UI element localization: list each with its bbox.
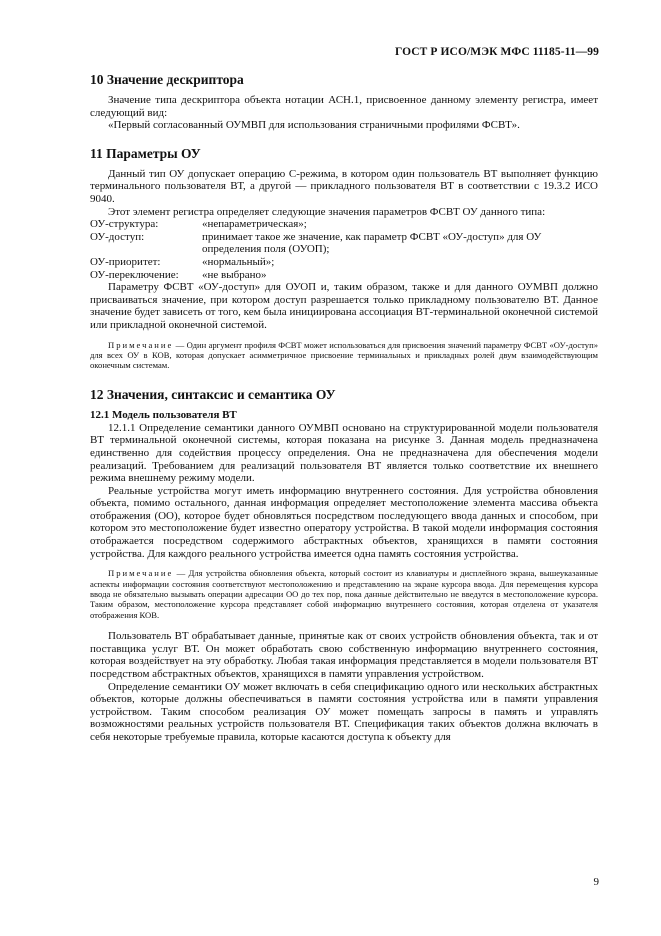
page-number: 9 [593, 876, 599, 888]
note-text: — Один аргумент профиля ФСВТ может использоваться для присвоения значений параметру ФСВТ «ОУ-доступ» для всех ОУ в КОВ, которая допускает асимметричное присвоение терминальных и прикладных ролей двум взаимодействующим оконечным системам. [90, 339, 598, 371]
parameter-row [90, 269, 598, 282]
parameter-value: «не выбрано» [202, 268, 267, 281]
note-label: Примечание [108, 568, 174, 579]
page-content [90, 68, 598, 744]
parameter-label: ОУ-приоритет: [90, 255, 161, 268]
parameter-row [90, 231, 598, 256]
parameter-list [90, 218, 598, 281]
note-text: — Для устройства обновления объекта, который состоит из клавиатуры и дисплейного экрана, вышеуказанные аспекты информации состояния соответствуют местоположению и представлению на экране курсора ввода. Для перемещения курсора ввода не обязательно вызывать операции адресации ОО до тех пор, пока данные действительно не введутся в местоположение курсора. Таким образом, местоположение курсора представляет собой информацию внутреннего состояния, которая отделена от указателя отображения КОВ. [90, 568, 598, 620]
section-11-paragraph-3: Параметру ФСВТ «ОУ-доступ» для ОУОП и, таким образом, также и для данного ОУМВП должно присваиваться значение, при котором доступ разрешается только прикладному пользователю ВТ. Данное значение будет зависеть от того, кем была инициирована ассоциация ВТ-терминальной оконечной системой или прикладной оконечной системой. [90, 281, 598, 331]
parameter-value: «нормальный»; [202, 255, 275, 268]
section-12-title: 12 Значения, синтаксис и семантика ОУ [90, 386, 336, 402]
section-12-paragraph-1: 12.1.1 Определение семантики данного ОУМВП основано на структурированной модели пользователя ВТ терминальной оконечной системы, которая показана на рисунке 3. Данная модель предназначена единственно для содействия процессу определения. Она не предназначена для обеспечения модели реализаций. Требованием для реализаций пользователя ВТ является только соответствие их внешнего режима внешнему режиму модели. [90, 421, 598, 485]
section-10-paragraph-1: Значение типа дескриптора объекта нотации АСН.1, присвоенное данному элементу регистра, имеет следующий вид: [90, 94, 598, 119]
section-11-title: 11 Параметры ОУ [90, 145, 201, 161]
parameter-label: ОУ-доступ: [90, 230, 145, 243]
parameter-label: ОУ-структура: [90, 218, 159, 231]
section-10-paragraph-2: «Первый согласованный ОУМВП для использования страничными профилями ФСВТ». [108, 119, 520, 132]
section-12-paragraph-4: Определение семантики ОУ может включать в себя спецификацию одного или нескольких абстрактных объектов, которые должны обеспечиваться в памяти состояния устройства или в памяти управления устройством. Таким способом реализация ОУ может помещать запросы в память и управлять возможностями реальных устройств пользователя ВТ. Спецификация таких объектов должна включать в себя некоторые требуемые правила, которые касаются доступа к объекту для [90, 680, 598, 744]
section-10-title: 10 Значение дескриптора [90, 72, 244, 87]
parameter-row [90, 218, 598, 231]
note-label: Примечание [108, 339, 174, 350]
section-11-paragraph-2: Этот элемент регистра определяет следующие значения параметров ФСВТ ОУ данного типа: [108, 205, 546, 218]
section-11-note [90, 340, 598, 371]
section-12-paragraph-3: Пользователь ВТ обрабатывает данные, принятые как от своих устройств обновления объекта, так и от поставщика услуг ВТ. Он может обработать свою собственную информацию внутреннего состояния, которая воздействует на эту обработку. Любая такая информация представляется в модели пользователя ВТ посредством абстрактных объектов, хранящихся в памяти управления устройством. [90, 630, 598, 681]
section-11-paragraph-1: Данный тип ОУ допускает операцию С-режима, в котором один пользователь ВТ выполняет функцию терминального пользователя ВТ, а другой — прикладного пользователя ВТ в соответствии с 19.3.2 ИСО 9040. [90, 167, 598, 205]
subsection-12-1-title: 12.1 Модель пользователя ВТ [90, 408, 237, 421]
parameter-label: ОУ-переключение: [90, 268, 179, 281]
section-12-paragraph-2: Реальные устройства могут иметь информацию внутреннего состояния. Для устройства обновления объекта, помимо остального, данная информация определяет местоположение элемента массива объекта отображения (ОО), которое будет обновляться посредством последующего ввода данных и способом, при котором это местоположение будет известно оператору устройства. В такой модели информация состояния отображается посредством содержимого абстрактных объектов, хранящихся в памяти состояния устройства. Для каждого реального устройства имеется одна память состояния устройства. [90, 484, 598, 560]
parameter-row [90, 256, 598, 269]
parameter-value: «непараметрическая»; [202, 218, 307, 231]
parameter-value: принимает такое же значение, как параметр ФСВТ «ОУ-доступ» для ОУ определения поля (ОУОП); [202, 230, 542, 256]
document-header: ГОСТ Р ИСО/МЭК МФС 11185-11—99 [394, 46, 599, 58]
section-12-note [90, 568, 598, 620]
